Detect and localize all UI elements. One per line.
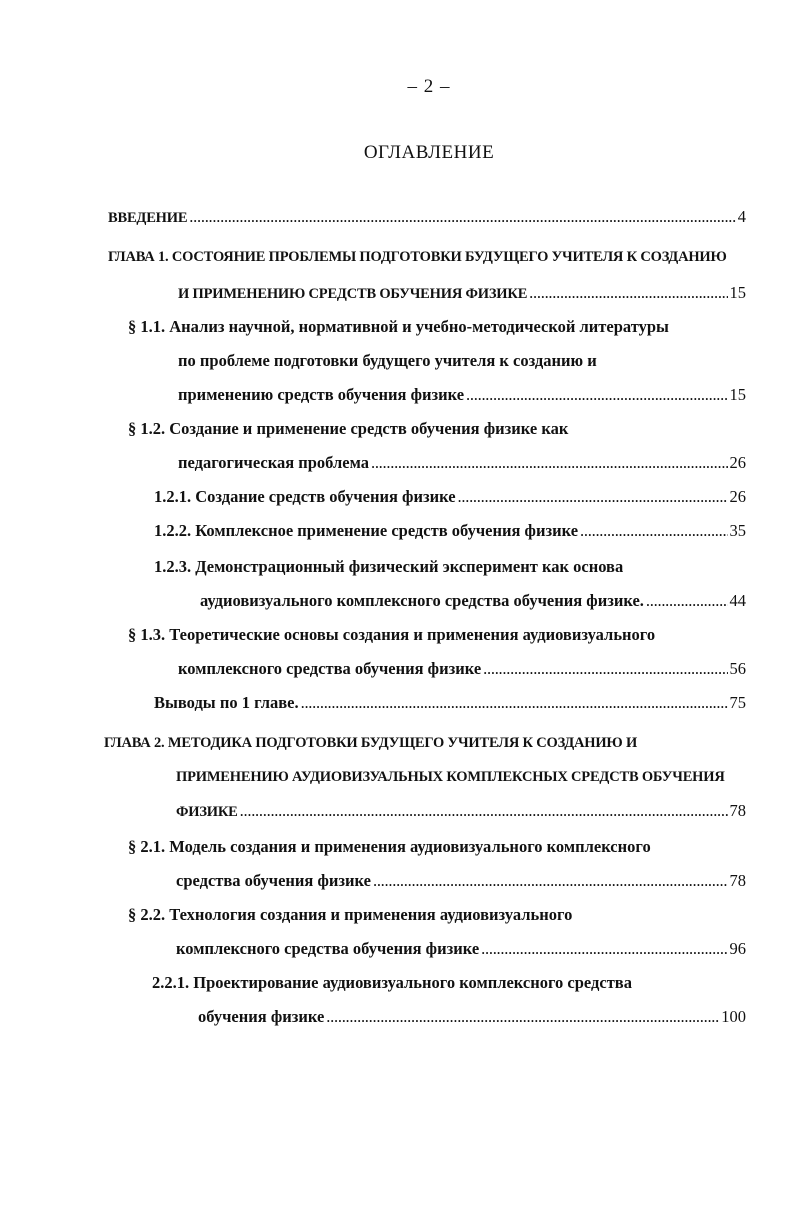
toc-entry-label: § 2.1. Модель создания и применения аудиовизуального комплексного (128, 837, 651, 856)
toc-entry-subsection-2-2-1-end (198, 1006, 746, 1028)
toc-entry-label: § 1.1. Анализ научной, нормативной и учебно-методической литературы (128, 317, 669, 336)
toc-entry-label: § 2.2. Технология создания и применения аудиовизуального (128, 905, 573, 924)
toc-entry-label: применению средств обучения физике (178, 385, 465, 404)
toc-entry-section-1-1-end (178, 384, 746, 406)
toc-entry-label: 1.2.2. Комплексное применение средств обучения физике (154, 521, 579, 540)
toc-entry-label: средства обучения физике (176, 871, 371, 890)
toc-entry-label: ГЛАВА 2. МЕТОДИКА ПОДГОТОВКИ БУДУЩЕГО УЧИТЕЛЯ К СОЗДАНИЮ И (104, 735, 638, 751)
toc-entry-label: § 1.3. Теоретические основы создания и применения аудиовизуального (128, 625, 656, 644)
toc-entry-label: по проблеме подготовки будущего учителя к созданию и (178, 351, 597, 370)
toc-entry-label: § 1.2. Создание и применение средств обучения физике как (128, 419, 569, 438)
dot-leader (189, 206, 735, 228)
dot-leader (580, 520, 727, 542)
toc-entry-label: 1.2.1. Создание средств обучения физике (154, 487, 456, 506)
toc-entry-section-1-3-end (178, 658, 746, 680)
toc-entry-chapter-2-cont (176, 766, 725, 788)
toc-entry-chapter-2 (104, 732, 637, 754)
dot-leader (326, 1006, 719, 1028)
toc-entry-section-1-1-cont (178, 350, 597, 372)
toc-page-number: 4 (737, 207, 746, 226)
toc-entry-section-1-1 (128, 316, 669, 338)
toc-entry-label: комплексного средства обучения физике (178, 659, 482, 678)
dot-leader (483, 658, 727, 680)
toc-entry-label: обучения физике (198, 1007, 325, 1026)
toc-page-number: 26 (729, 453, 746, 472)
toc-page-number: 15 (729, 385, 746, 404)
toc-entry-label: 1.2.3. Демонстрационный физический эксперимент как основа (154, 557, 624, 576)
dot-leader (458, 486, 728, 508)
toc-entry-chapter-2-end (176, 800, 746, 823)
toc-entry-label: педагогическая проблема (178, 453, 369, 472)
toc-page-number: 35 (729, 521, 746, 540)
toc-entry-subsection-1-2-1 (154, 486, 746, 508)
toc-entry-chapter-1 (108, 246, 727, 268)
page-title: ОГЛАВЛЕНИЕ (363, 142, 495, 163)
toc-entry-label: ГЛАВА 1. СОСТОЯНИЕ ПРОБЛЕМЫ ПОДГОТОВКИ БУДУЩЕГО УЧИТЕЛЯ К СОЗДАНИЮ (108, 249, 727, 265)
toc-entry-label: 2.2.1. Проектирование аудиовизуального комплексного средства (152, 973, 632, 992)
toc-entry-subsection-1-2-2 (154, 520, 746, 542)
toc-entry-chapter-1-cont (178, 282, 746, 305)
toc-entry-label: ФИЗИКЕ (176, 804, 238, 820)
toc-page-number: 78 (729, 801, 746, 820)
dot-leader (301, 692, 728, 714)
toc-entry-subsection-2-2-1 (152, 972, 632, 994)
toc-page-number: 78 (729, 871, 746, 890)
toc-entry-introduction (108, 206, 746, 229)
toc-entry-label: ВВЕДЕНИЕ (108, 210, 188, 226)
toc-entry-section-2-2 (128, 904, 572, 926)
toc-entry-label: И ПРИМЕНЕНИЮ СРЕДСТВ ОБУЧЕНИЯ ФИЗИКЕ (178, 286, 528, 302)
toc-page-number: 44 (729, 591, 746, 610)
toc-entry-section-1-2-end (178, 452, 746, 474)
toc-page-number: 75 (729, 693, 746, 712)
dot-leader (529, 282, 727, 304)
toc-entry-section-2-2-end (176, 938, 746, 960)
toc-entry-section-2-1-end (176, 870, 746, 892)
dot-leader (466, 384, 727, 406)
toc-entry-section-1-3 (128, 624, 655, 646)
toc-entry-label: аудиовизуального комплексного средства обучения физике. (200, 591, 644, 610)
toc-entry-label: комплексного средства обучения физике (176, 939, 480, 958)
toc-page-number: 56 (729, 659, 746, 678)
toc-entry-subsection-1-2-3-end (200, 590, 746, 612)
dot-leader (373, 870, 728, 892)
dot-leader (646, 590, 728, 612)
page-number: – 2 – (407, 76, 451, 97)
toc-page-number: 96 (729, 939, 746, 958)
toc-entry-label: Выводы по 1 главе. (154, 693, 299, 712)
toc-page-number: 26 (729, 487, 746, 506)
toc-entry-subsection-1-2-3 (154, 556, 623, 578)
toc-entry-section-1-2 (128, 418, 568, 440)
toc-entry-section-2-1 (128, 836, 651, 858)
toc-entry-conclusions-1 (154, 692, 746, 714)
toc-page-number: 100 (721, 1007, 746, 1026)
toc-entry-label: ПРИМЕНЕНИЮ АУДИОВИЗУАЛЬНЫХ КОМПЛЕКСНЫХ СРЕДСТВ ОБУЧЕНИЯ (176, 769, 725, 785)
toc-page-number: 15 (729, 283, 746, 302)
dot-leader (371, 452, 728, 474)
dot-leader (240, 800, 728, 822)
dot-leader (481, 938, 727, 960)
